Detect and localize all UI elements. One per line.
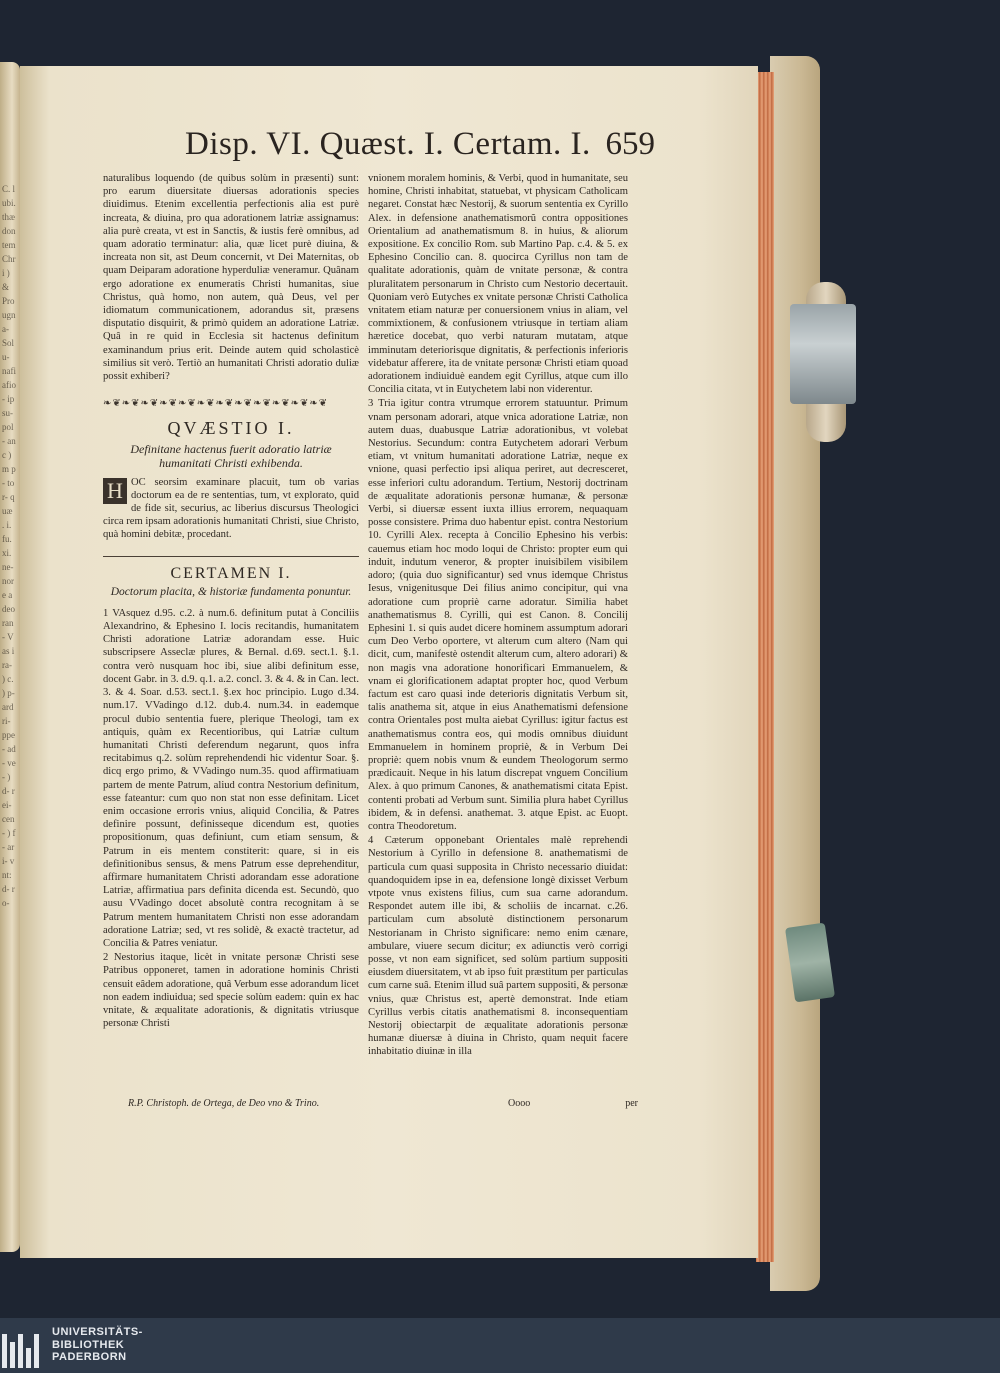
paragraph-2: 2 Nestorius itaque, licèt in vnitate personæ Christi sese Patribus opponeret, tamen in adoratione hominis Christi censuit eâdem adoratione, quâ Verbum esse adorandum licet non eadem indiuidua; sed specie solùm eadem: quin ex hac vnitate, & æqualitate adorationis, & dignitatis vtriusque personæ Christi xyxy=(103,952,359,1030)
question-subtitle: Definitane hactenus fuerit adoratio latriæ humanitati Christi exhibenda. xyxy=(130,441,332,470)
paragraph-1: 1 VAsquez d.95. c.2. à num.6. definitum putat à Conciliis Alexandrino, & Ephesino I. locis recitandis, humanitatem Christi adoratione Latriæ adorandam esse. Huic subscripsere Asseclæ plures, & Bernal. d.69. sect.1. §.1. contra verò nusquam hoc ibi, siue alibi definitum esse, docent Gabr. in 3. d.9. q.1. a.2. concl. 3. & 4. & in Can. lect. 3. & 4. Soar. d.53. sect.1. §.ex hoc principio. Lugo d.34. num.17. VVadingo d.12. dub.4. num.34. in eademque procul dubio sententia fuere, plerique Theologi, tam ex antiquis, quàm ex Recentioribus, qui Latriæ cultum humanitati Christi deferendum negarunt, quos infra recitabimus q.2. solùm reprehendendi hic videntur Soar. §. dicq ergo primo, & VVadingo num.35. quod affirmatiuam partem de mente Patrum, aliud contra Nestorium definitum, esse fateantur: cum quo non stat non esse definitam. Licet enim occasione erroris vnius, aliquid Concilia, & Patres definire possunt, definisseque dicendum est, quoties propositionum, quas definiunt, cum etiam sensum, & Patrum in eis mentem constiterit: quare, si in eis definitionibus sensus, & mens Patrum esse deprehenditur, affirmare humanitatem Christi adorandam esse adoratione Latriæ, affirmatiua pars definita dicenda est. Secundò, quo ausu VVadingo docet absolutè contra recognitam à se Patrum mentem humanitatem Christi non esse adorandam adoratione Latriæ; sed, vt res solidè, & exactè tractetur, ad Concilia & Patres veniatur. xyxy=(103,607,359,949)
question-heading: QVÆSTIO I. xyxy=(167,418,295,439)
question-paragraph xyxy=(103,476,359,542)
institution-name xyxy=(52,1326,143,1364)
paragraph-3: 3 Tria igitur contra vtrumque errorem statuuntur. Primum vnam personam adorari, atque vnica adoratione Latriæ, non autem duas, duabusque Latriæ adorationibus, vt volebat Nestorius. Secundum: contra Eutychetem adorari Verbum etiam, vt vnitum humanitati adoratione Latriæ, neque ex vnione, quasi perfectio ipsi aliqua periret, aut decresceret, esse inferiori cultu adorandum. Tertium, Nestorij doctrinam de æqualitate adorationis personæ humanæ, & personæ Verbi, si diuersæ essent iuxta illius errorem, nequaquam posse consistere. Prima duo habentur epist. contra Nestorium 10. Cyrilli Alex. recepta à Concilio Ephesino his verbis: cauemus etiam hoc modo loqui de Christo: propter eum qui induit, indutum veneror, & propter inuisibilem visibilem adoro; (quia duo significantur) sed vnus idemque Christus Iesus, vnigenitusque Dei filius animo concipitur, qui vna adoratione cum propriè carne adoratur. Similia habet anathematismus 8. Cyrilli, qui est Canon. 8. Concilij Ephesini 1. si quis audet dicere hominem assumptum adorari cum Deo Verbo oportere, vt alterum cum altero (Nam qui dicit, cum, manifestè ostendit alterum cum, altero adorari) & non magis vna adoratione honorificari Emmanuelem, & vnam ei glorificationem adaptat propter hoc, quod Verbum factum est caro quasi inde deterioris dignitatis Verbum sit, talis anathema sit, atque in eius Anathematismi defensione contra Orientales post multa aiebat Cyrillus: igitur factus est anathematismus contra eos, qui modis omnibus diuidunt Emmanuelem in hominem propriè, & in Verbum Dei propriè: quem nobis vnum & eundem Theologorum sermo prædicauit. Neque in his latum discrepat vnguem Concilium Alex. à quo primum Canones, & anathematismi citata Epist. contenti probati ad Verbum sunt. Similia plura habet Cyrillus ibidem, & in defensi. anathemat. 3. atque Epist. ac Euopt. contra Theodoretum. xyxy=(368,398,628,832)
catchword: per xyxy=(625,1098,638,1109)
page-footer xyxy=(128,1098,648,1109)
certamen-subtitle: Doctorum placita, & historiæ fundamenta ponuntur. xyxy=(110,585,352,598)
dropcap: H xyxy=(103,478,127,504)
previous-page-edge xyxy=(0,62,20,1252)
certamen-heading: CERTAMEN I. xyxy=(170,564,292,582)
institution-footer-bar xyxy=(0,1318,1000,1373)
header-title: Disp. VI. Quæst. I. Certam. I. xyxy=(185,126,591,162)
intro-paragraph: naturalibus loquendo (de quibus solùm in præsenti) sunt: pro earum diuersitate diuersas adorationis species diuidimus. Etenim excellentia perfectionis alia est purè increata, & diuina, pro qua adorationem latriæ assignamus: alia purè creata, vt est in Sanctis, & iustis ferè omnibus, ad quam adoratio terminatur: alia, quæ licet purè diuina, & increata non sit, ast Deum concernit, vt Dei Maternitas, ob quam Deiparam adoratione hyperduliæ veneramur. Quânam ergo adoratione ex enumeratis Christi humanitas, siue Christus, quà homo, non autem, quà Deus, vel per idiomatum communicationem, adorandus sit, præsens disputatio disquirit, & primò quidem an adoratione Latriæ. Quâ in re quid in Ecclesia sit hactenus definitum examinandum prius erit. Deinde autem quid scholasticè similius sit verò. Tertiò an humanitati Christi adoratio duliæ possit exhiberi? xyxy=(103,173,359,383)
previous-page-margin-text: C. lubi. thæ don tem Chri ) & Pro ugna- Solu- nafi afio- ipsu- pol- anc ) m p- tor- quæ . i. fu. xi. ne- nore adeo ran- Vas i ra- ) c. ) p- ard ri- ppe- ad- ve- ) d- rei- cen- ) f- ari- vnt: d- ro- xyxy=(2,184,16,908)
institution-line-3: PADERBORN xyxy=(52,1351,127,1363)
paragraph-4: 4 Cæterum opponebant Orientales malè reprehendi Nestorium à Cyrillo in defensione 8. anathematismi de particula cum quasi supposita in Christo necessario diuidat: quandoquidem ipse in ea, defensione longè dixisset Verbum vtpote vnus existens filius, cum sua carne adorandum. Respondet autem ille ibi, & scholiis de incarnat. c.26. particulam cum absolutè distinctionem personarum Nestorianam in Christo significare: nemo enim cænare, ambulare, viuere secum dicitur; ex adiunctis verò corrigi posse, vt non eam significet, sed solùm partium suppositi eiusdem diuersitatem, vt ab ipso fuit præstitum per particulas cum carne suâ. Etenim illud suâ partem suppositi, & personæ vnius, quæ Christus est, apertè demonstrat. Inde etiam Cyrillus verbis citatis anathematismi 8. inconsequentiam Nestorij obiectarpit de æqualitate adorationis personæ humanæ diuersæ à diuina in Christo, quam nequit facere inhabitatio diuinæ in illa xyxy=(368,835,628,1058)
running-header xyxy=(185,126,655,174)
right-column xyxy=(368,172,628,1060)
paragraph-2-continued: vnionem moralem hominis, & Verbi, quod in humanitate, seu homine, Christi inhabitat, statuebat, vt physicam Catholicam negaret. Constat hæc Nestorij, & suorum sententia ex Cyrillo Alex. in defensione anathematismorũ contra oppositiones Orientalium ad anathematismum 8. in huius, & aliorum expositione. Ex concilio Rom. sub Martino Pap. c.4. & 5. ex Ephesino Concilio can. 8. quocirca Cyrillus non tam de qualitate adorationis, quàm de vnitate personæ, & contra pluralitatem personarum in Christo cum Nestorio decertauit. Quoniam verò Eutyches ex vnitate personæ Christi Catholica vnitatem etiam naturæ per conuersionem vnius in aliam, vel commixtionem, & confusionem vtriusque in tertiam aliam hæretice docebat, quo verbi naturam mutatam, atque imminutam deteriorisque dignitatis, & perfectionis inferioris videbatur afferere, ita de vnitate personæ Christi etiam quoad adorationem indiuiduè eandem egit Cyrillus, atque cum illo Concilia citata, vt in Eutychetem labi non viderentur. xyxy=(368,173,628,396)
institution-line-2: BIBLIOTHEK xyxy=(52,1338,125,1351)
page-number: 659 xyxy=(605,126,655,162)
question-text: OC seorsim examinare placuit, tum ob varias doctorum ea de re sententias, tum, vt explorato, quid de fide sit, securius, ac liberius discursus Theologici circa rem ipsam adorationis humanitati Christi, siue Christo, quà homini debitæ, procedant. xyxy=(103,476,359,541)
left-column xyxy=(103,172,359,1031)
ornament-divider: ❧❦❧❦❧❦❧❦❧❦❧❦❧❦❧❦❧❦❧❦❧❦❧❦ xyxy=(103,398,329,410)
institution-line-1: UNIVERSITÄTS- xyxy=(52,1326,143,1338)
page-edges xyxy=(756,72,774,1262)
clasp-top-icon xyxy=(790,304,856,404)
section-rule xyxy=(103,556,359,557)
library-logo-icon xyxy=(0,1328,44,1368)
footer-runner: R.P. Christoph. de Ortega, de Deo vno & Trino. xyxy=(128,1098,320,1109)
signature-mark: Oooo xyxy=(508,1098,531,1109)
book-cover-board xyxy=(770,56,820,1291)
